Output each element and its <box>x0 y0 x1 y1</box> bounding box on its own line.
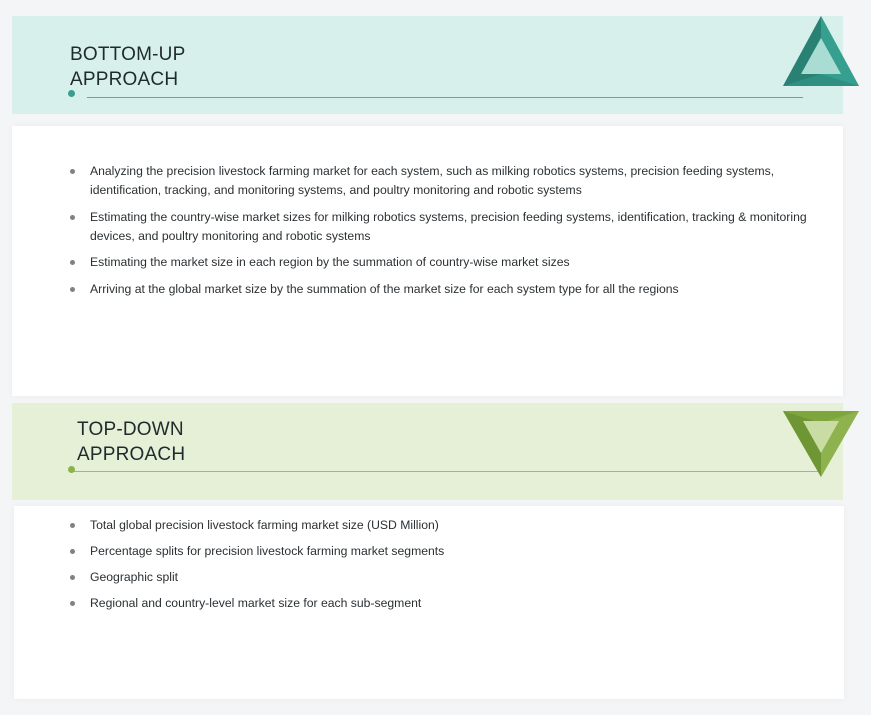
top-down-divider-dot <box>68 466 75 473</box>
bottom-up-title: BOTTOM-UP APPROACH <box>70 44 186 90</box>
top-down-title: TOP-DOWN APPROACH <box>77 419 186 465</box>
bullet-icon <box>70 287 75 292</box>
top-down-header <box>12 403 843 500</box>
list-item: Analyzing the precision livestock farming market for each system, such as milking robotics systems, precision feeding systems, identification, tracking, and monitoring systems, and poultry monitoring and robotic systems <box>68 162 831 200</box>
bullet-icon <box>70 523 75 528</box>
bottom-up-content <box>12 126 843 396</box>
bullet-icon <box>70 575 75 580</box>
triangle-up-icon <box>781 14 861 88</box>
bullet-icon <box>70 549 75 554</box>
bottom-up-list <box>68 162 831 306</box>
list-item: Regional and country-level market size for each sub-segment <box>68 594 832 613</box>
list-item: Percentage splits for precision livestock farming market segments <box>68 542 832 561</box>
list-item: Total global precision livestock farming market size (USD Million) <box>68 516 832 535</box>
top-down-list <box>68 516 832 620</box>
bottom-up-header <box>12 16 843 114</box>
bottom-up-divider <box>87 97 803 98</box>
bullet-icon <box>70 215 75 220</box>
list-item: Estimating the market size in each region by the summation of country-wise market sizes <box>68 253 831 272</box>
bullet-icon <box>70 260 75 265</box>
top-down-content <box>14 506 844 699</box>
top-down-divider <box>72 471 824 472</box>
list-item: Arriving at the global market size by the summation of the market size for each system type for all the regions <box>68 280 831 299</box>
list-item: Estimating the country-wise market sizes for milking robotics systems, precision feeding systems, identification, tracking & monitoring devices, and poultry monitoring and robotic systems <box>68 208 831 246</box>
bullet-icon <box>70 601 75 606</box>
bullet-icon <box>70 169 75 174</box>
bottom-up-divider-dot <box>68 90 75 97</box>
list-item: Geographic split <box>68 568 832 587</box>
triangle-down-icon <box>781 409 861 479</box>
